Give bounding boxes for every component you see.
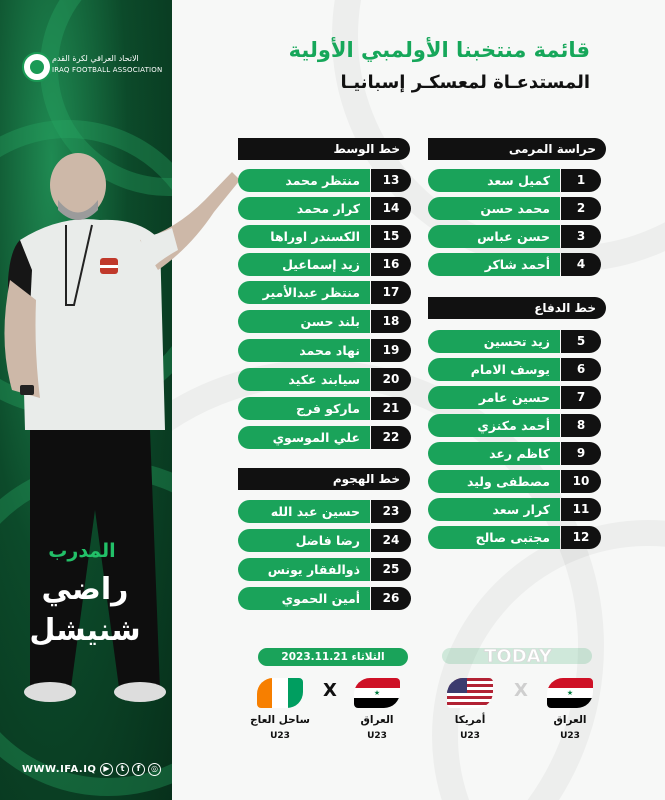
player-number: 13 — [371, 169, 411, 192]
age-group: U23 — [460, 731, 480, 741]
player-name: حسين عبد الله — [238, 500, 370, 523]
player-name: الكسندر اوراها — [238, 225, 370, 248]
player-number: 9 — [561, 442, 601, 465]
age-group: U23 — [560, 731, 580, 741]
team-name: ساحل العاج — [250, 714, 310, 726]
section-header-midfield: خط الوسط — [238, 138, 410, 160]
instagram-icon[interactable]: ◎ — [148, 763, 161, 776]
flag-iraq-icon: ★ — [354, 678, 400, 708]
player-number: 19 — [371, 339, 411, 362]
player-number: 23 — [371, 500, 411, 523]
player-number: 18 — [371, 310, 411, 333]
team-name: أمريكا — [454, 714, 486, 726]
federation-logo — [22, 52, 52, 82]
player-name: منتظر عبدالأمير — [238, 281, 370, 304]
player-name: علي الموسوي — [238, 426, 370, 449]
player-number: 15 — [371, 225, 411, 248]
youtube-icon[interactable]: ▶ — [100, 763, 113, 776]
player-number: 1 — [561, 169, 601, 192]
player-number: 8 — [561, 414, 601, 437]
player-name: أحمد شاكر — [428, 253, 560, 276]
player-number: 10 — [561, 470, 601, 493]
player-number: 4 — [561, 253, 601, 276]
page-title: قائمة منتخبنا الأولمبي الأولية — [288, 38, 590, 62]
player-number: 26 — [371, 587, 411, 610]
player-number: 24 — [371, 529, 411, 552]
player-number: 3 — [561, 225, 601, 248]
player-name: نهاد محمد — [238, 339, 370, 362]
player-name: ذوالفقار يونس — [238, 558, 370, 581]
player-number: 12 — [561, 526, 601, 549]
federation-name-en: IRAQ FOOTBALL ASSOCIATION — [52, 66, 163, 74]
coach-first-name: راضي — [41, 572, 129, 607]
player-name: زيد تحسين — [428, 330, 560, 353]
player-name: كميل سعد — [428, 169, 560, 192]
player-number: 16 — [371, 253, 411, 276]
section-header-attack: خط الهجوم — [238, 468, 410, 490]
player-name: زيد إسماعيل — [238, 253, 370, 276]
team-name: العراق — [360, 714, 394, 726]
player-number: 22 — [371, 426, 411, 449]
player-name: حسن عباس — [428, 225, 560, 248]
player-number: 20 — [371, 368, 411, 391]
section-header-goalkeepers: حراسة المرمى — [428, 138, 606, 160]
player-number: 6 — [561, 358, 601, 381]
player-name: حسين عامر — [428, 386, 560, 409]
federation-name-ar: الاتحاد العراقي لكرة القدم — [52, 54, 139, 63]
player-name: ماركو فرج — [238, 397, 370, 420]
flag-usa-icon — [447, 678, 493, 708]
player-number: 5 — [561, 330, 601, 353]
player-number: 2 — [561, 197, 601, 220]
page-subtitle: المستدعـاة لمعسكـر إسبانيـا — [340, 72, 590, 93]
player-number: 21 — [371, 397, 411, 420]
player-name: أحمد مكنزي — [428, 414, 560, 437]
versus-mark: X — [514, 680, 528, 701]
age-group: U23 — [367, 731, 387, 741]
player-number: 14 — [371, 197, 411, 220]
versus-mark: X — [323, 680, 337, 701]
player-number: 17 — [371, 281, 411, 304]
player-name: بلند حسن — [238, 310, 370, 333]
coach-label: المدرب — [48, 540, 116, 562]
age-group: U23 — [270, 731, 290, 741]
player-name: مصطفى وليد — [428, 470, 560, 493]
coach-last-name: شنيشل — [29, 613, 141, 648]
website-link[interactable]: WWW.IFA.IQ — [22, 764, 97, 775]
match-date: الثلاثاء 2023.11.21 — [258, 648, 408, 666]
player-name: رضا فاضل — [238, 529, 370, 552]
twitter-icon[interactable]: t — [116, 763, 129, 776]
player-number: 11 — [561, 498, 601, 521]
section-header-defense: خط الدفاع — [428, 297, 606, 319]
player-name: مجتبى صالح — [428, 526, 560, 549]
player-name: كرار محمد — [238, 197, 370, 220]
player-name: كرار سعد — [428, 498, 560, 521]
team-name: العراق — [553, 714, 587, 726]
player-name: محمد حسن — [428, 197, 560, 220]
today-label: TODAY — [484, 646, 552, 666]
player-number: 7 — [561, 386, 601, 409]
player-name: أمين الحموي — [238, 587, 370, 610]
player-name: سيابند عكيد — [238, 368, 370, 391]
player-name: يوسف الامام — [428, 358, 560, 381]
flag-iraq-icon: ★ — [547, 678, 593, 708]
player-name: كاظم رعد — [428, 442, 560, 465]
facebook-icon[interactable]: f — [132, 763, 145, 776]
player-number: 25 — [371, 558, 411, 581]
player-name: منتظر محمد — [238, 169, 370, 192]
today-banner — [438, 646, 598, 666]
flag-ivory-coast-icon — [257, 678, 303, 708]
